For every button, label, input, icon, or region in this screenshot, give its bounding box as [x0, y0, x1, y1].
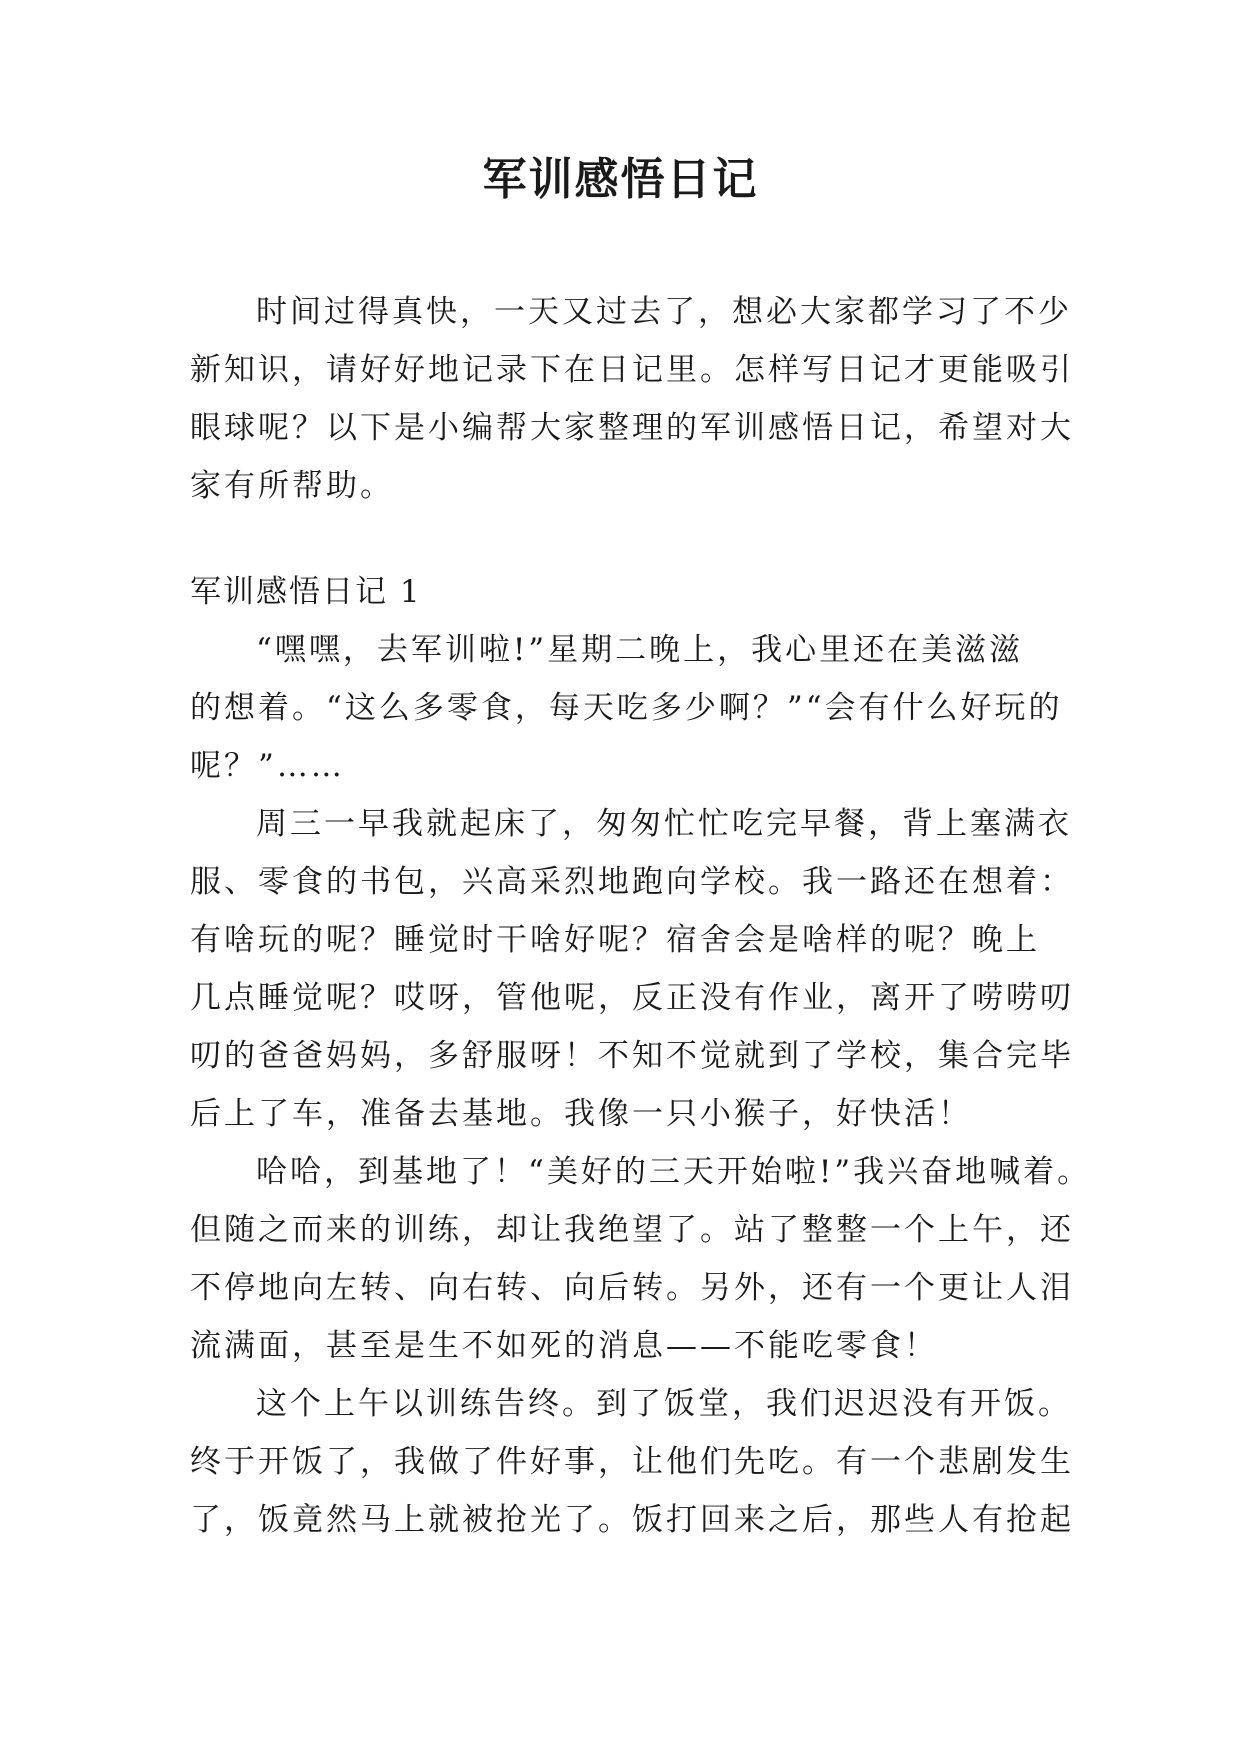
document-title: 军训感悟日记	[482, 154, 759, 205]
paragraph-line: 的想着。“这么多零食，每天吃多少啊？”“会有什么好玩的	[190, 690, 1063, 726]
paragraph-line: 不停地向左转、向右转、向后转。另外，还有一个更让人泪	[190, 1270, 1074, 1306]
paragraph-line: 几点睡觉呢？哎呀，管他呢，反正没有作业，离开了唠唠叨	[190, 980, 1074, 1016]
paragraph-line: 叨的爸爸妈妈，多舒服呀！不知不觉就到了学校，集合完毕	[190, 1038, 1074, 1074]
paragraph-line: 哈哈，到基地了！“美好的三天开始啦!”我兴奋地喊着。	[256, 1154, 1092, 1190]
paragraph-line: 有啥玩的呢？睡觉时干啥好呢？宿舍会是啥样的呢？晚上	[190, 922, 1040, 958]
intro-line: 家有所帮助。	[190, 468, 394, 504]
paragraph-line: 流满面，甚至是生不如死的消息——不能吃零食！	[190, 1328, 938, 1364]
intro-line: 新知识，请好好地记录下在日记里。怎样写日记才更能吸引	[190, 352, 1074, 388]
paragraph-line: “嘿嘿，去军训啦!”星期二晚上，我心里还在美滋滋	[256, 632, 1024, 668]
paragraph-line: 周三一早我就起床了，匆匆忙忙吃完早餐，背上塞满衣	[256, 806, 1072, 842]
paragraph-line: 但随之而来的训练，却让我绝望了。站了整整一个上午，还	[190, 1212, 1074, 1248]
paragraph-gap	[190, 515, 1060, 563]
paragraph-line: 这个上午以训练告终。到了饭堂，我们迟迟没有开饭。	[256, 1386, 1072, 1422]
paragraph-line: 了，饭竟然马上就被抢光了。饭打回来之后，那些人有抢起	[190, 1502, 1074, 1538]
intro-line: 时间过得真快，一天又过去了，想必大家都学习了不少	[256, 294, 1072, 330]
section-heading: 军训感悟日记 1	[190, 574, 422, 610]
paragraph-line: 后上了车，准备去基地。我像一只小猴子，好快活！	[190, 1096, 972, 1132]
intro-line: 眼球呢？以下是小编帮大家整理的军训感悟日记，希望对大	[190, 410, 1074, 446]
paragraph-line: 终于开饭了，我做了件好事，让他们先吃。有一个悲剧发生	[190, 1444, 1074, 1480]
paragraph-line: 服、零食的书包，兴高采烈地跑向学校。我一路还在想着：	[190, 864, 1074, 900]
paragraph-line: 呢？”……	[190, 748, 345, 784]
document-body	[190, 283, 1092, 1549]
